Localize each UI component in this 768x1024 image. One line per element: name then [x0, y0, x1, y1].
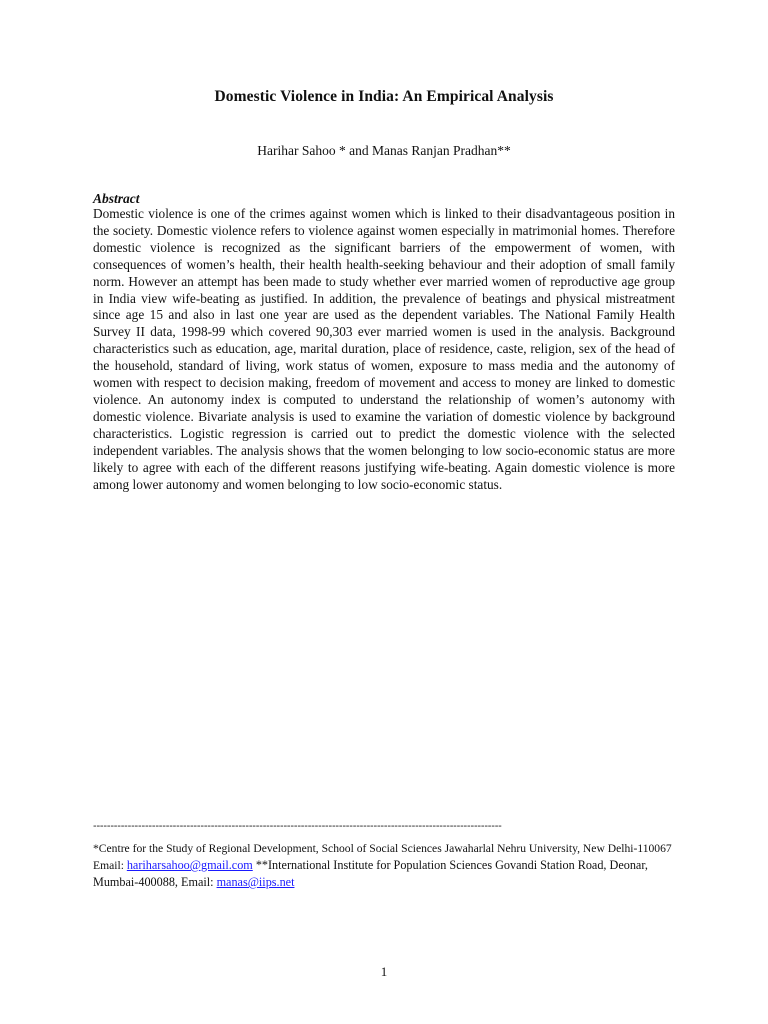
abstract-heading: Abstract — [93, 191, 140, 206]
abstract-body: Domestic violence is one of the crimes against women which is linked to their disadvantageous position in the society. Domestic violence refers to violence against women especially in matrimonial homes. Therefore domestic violence is recognized as the significant barriers of the empowerment of women, with consequences of women’s health, their health health-seeking behaviour and their adoption of small family norm. However an attempt has been made to study whether ever married women of reproductive age group in India view wife-beating as justified. In addition, the prevalence of beatings and physical mistreatment since age 15 and also in last one year are used as the dependent variables. The National Family Health Survey II data, 1998-99 which covered 90,303 ever married women is used in the analysis. Background characteristics such as education, age, marital duration, place of residence, caste, religion, sex of the head of the household, standard of living, work status of women, exposure to mass media and the autonomy of women with respect to decision making, freedom of movement and access to money are linked to domestic violence. An autonomy index is computed to understand the relationship of women’s autonomy with domestic violence. Bivariate analysis is used to examine the variation of domestic violence by background characteristics. Logistic regression is carried out to predict the domestic violence with the selected independent variables. The analysis shows that the women belonging to low socio-economic status are more likely to agree with each of the different reasons justifying wife-beating. Again domestic violence is more among lower autonomy and women belonging to low socio-economic status. — [93, 206, 675, 492]
affiliation-2-text: **International Institute for Population Sciences Govandi Station Road, Deonar, Mumbai-400088, Email: — [93, 858, 648, 889]
footnote-divider: ---------------------------------------------------------------------------------------------------------------------- — [93, 820, 502, 832]
page-number: 1 — [380, 964, 388, 979]
footnote — [93, 840, 673, 890]
paper-title: Domestic Violence in India: An Empirical Analysis — [214, 88, 554, 105]
author-line: Harihar Sahoo * and Manas Ranjan Pradhan** — [257, 143, 511, 158]
affiliation-1-text: *Centre for the Study of Regional Development, School of Social Sciences Jawaharlal Nehru University, New Delhi-110067 Email: — [93, 842, 672, 872]
email-link-1[interactable]: hariharsahoo@gmail.com — [126, 858, 253, 872]
email-link-2[interactable]: manas@iips.net — [216, 875, 295, 889]
